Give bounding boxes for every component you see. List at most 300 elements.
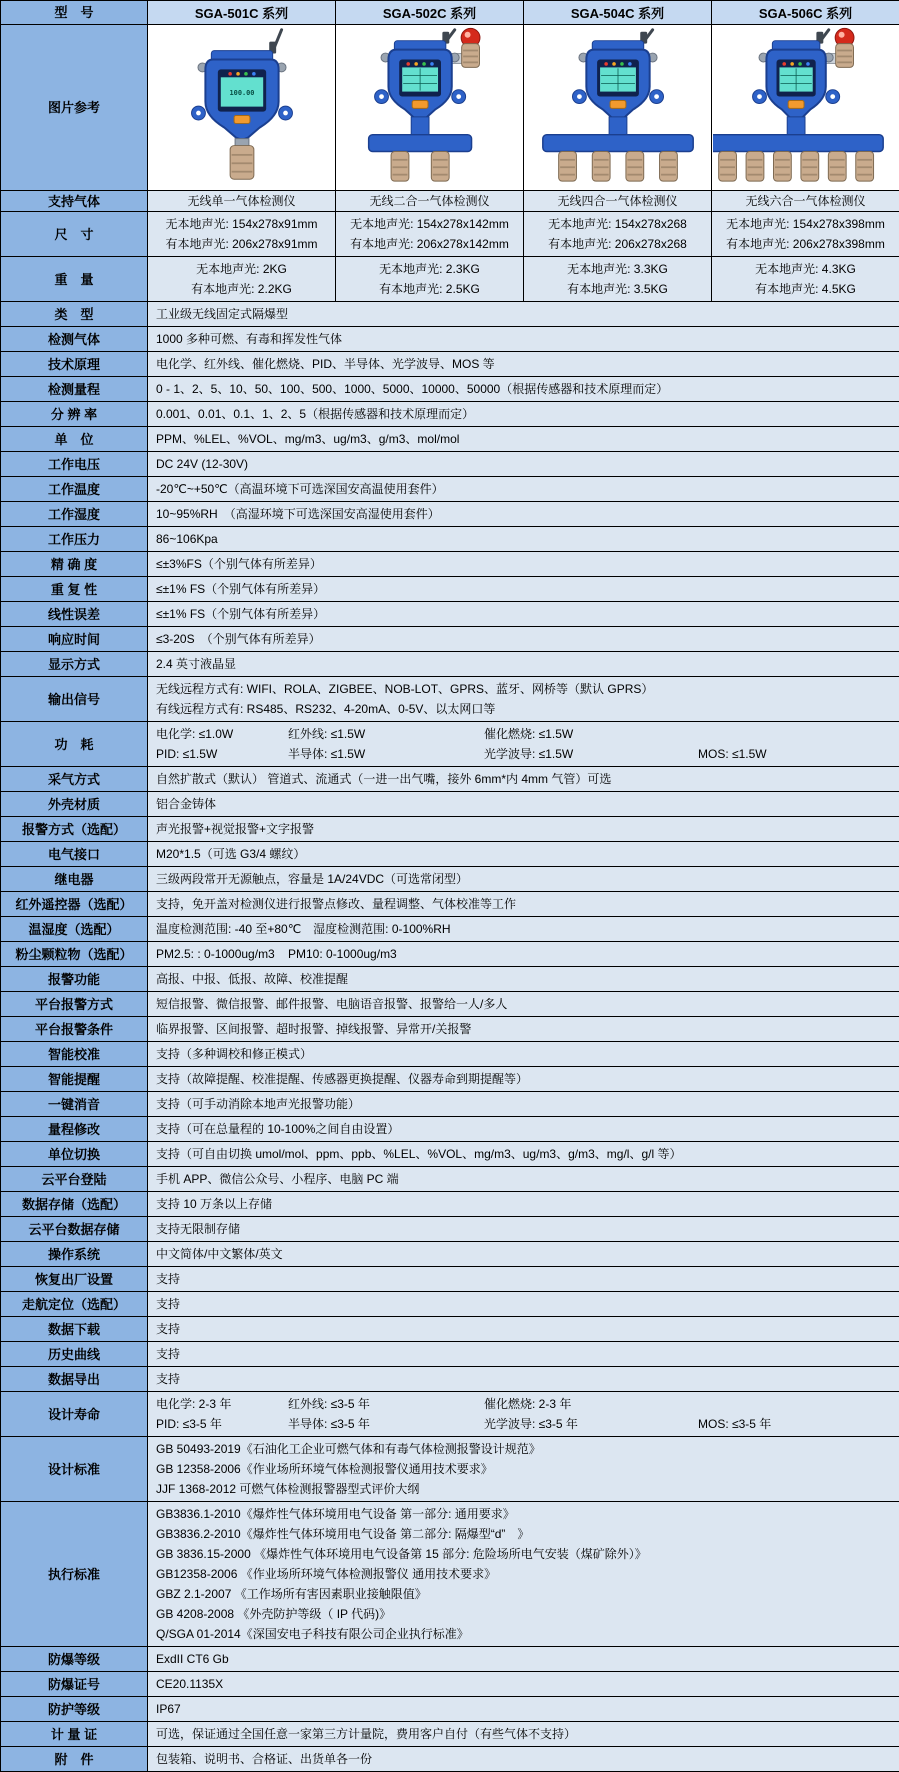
spec-value-line bbox=[156, 994, 891, 1014]
supported-gas-value: 无线二合一气体检测仪 bbox=[336, 191, 524, 212]
spec-value bbox=[148, 1342, 899, 1367]
spec-value bbox=[148, 1192, 899, 1217]
spec-value bbox=[148, 352, 899, 377]
spec-row bbox=[1, 1317, 899, 1342]
spec-value-line bbox=[156, 329, 891, 349]
size-line: 无本地声光: 154x278x91mm bbox=[150, 214, 333, 234]
spec-row bbox=[1, 1017, 899, 1042]
spec-value-segment: 支持 bbox=[156, 1297, 180, 1312]
spec-value bbox=[148, 477, 899, 502]
spec-row bbox=[1, 1292, 899, 1317]
size-line: 无本地声光: 154x278x268 bbox=[526, 214, 709, 234]
spec-label: 数据下载 bbox=[1, 1317, 148, 1342]
spec-value-line bbox=[156, 919, 891, 939]
spec-label: 采气方式 bbox=[1, 767, 148, 792]
spec-value bbox=[148, 1317, 899, 1342]
spec-value bbox=[148, 302, 899, 327]
spec-label: 工作温度 bbox=[1, 477, 148, 502]
size-line: 无本地声光: 154x278x398mm bbox=[714, 214, 897, 234]
weight-value bbox=[524, 257, 712, 302]
spec-value bbox=[148, 677, 899, 722]
spec-value-segment: MOS: ≤1.5W bbox=[698, 747, 767, 762]
spec-row bbox=[1, 477, 899, 502]
spec-value bbox=[148, 792, 899, 817]
spec-value bbox=[148, 842, 899, 867]
spec-value-segment: 半导体: ≤1.5W bbox=[288, 747, 484, 762]
spec-value bbox=[148, 627, 899, 652]
spec-label: 工作湿度 bbox=[1, 502, 148, 527]
svg-text:100.00: 100.00 bbox=[229, 89, 254, 97]
image-row-label: 图片参考 bbox=[1, 25, 148, 191]
spec-label: 数据导出 bbox=[1, 1367, 148, 1392]
spec-row bbox=[1, 1367, 899, 1392]
spec-value bbox=[148, 867, 899, 892]
spec-row bbox=[1, 502, 899, 527]
spec-value-segment: ≤±3%FS（个别气体有所差异） bbox=[156, 557, 322, 572]
spec-value-line bbox=[156, 304, 891, 324]
spec-value-line bbox=[156, 1459, 891, 1479]
spec-value-segment: PPM、%LEL、%VOL、mg/m3、ug/m3、g/m3、mol/mol bbox=[156, 432, 459, 447]
spec-value-line bbox=[156, 1674, 891, 1694]
spec-value-segment: 手机 APP、微信公众号、小程序、电脑 PC 端 bbox=[156, 1172, 399, 1187]
spec-value bbox=[148, 1167, 899, 1192]
supported-gas-value: 无线四合一气体检测仪 bbox=[524, 191, 712, 212]
spec-value-segment: -20℃~+50℃（高温环境下可选深国安高温使用套件） bbox=[156, 482, 444, 497]
spec-row bbox=[1, 1192, 899, 1217]
spec-value-segment: IP67 bbox=[156, 1702, 181, 1717]
spec-value bbox=[148, 1042, 899, 1067]
spec-row bbox=[1, 942, 899, 967]
spec-label: 输出信号 bbox=[1, 677, 148, 722]
spec-value-line bbox=[156, 579, 891, 599]
spec-row bbox=[1, 1242, 899, 1267]
spec-value-line bbox=[156, 1094, 891, 1114]
weight-label: 重 量 bbox=[1, 257, 148, 302]
size-value bbox=[712, 212, 899, 257]
spec-label: 响应时间 bbox=[1, 627, 148, 652]
spec-row bbox=[1, 627, 899, 652]
spec-value bbox=[148, 652, 899, 677]
spec-value-line bbox=[156, 769, 891, 789]
spec-value bbox=[148, 402, 899, 427]
spec-label: 技术原理 bbox=[1, 352, 148, 377]
spec-value-line bbox=[156, 554, 891, 574]
spec-label: 显示方式 bbox=[1, 652, 148, 677]
spec-value-segment: 半导体: ≤3-5 年 bbox=[288, 1417, 484, 1432]
product-image-sga506c bbox=[713, 25, 899, 185]
spec-value-segment: 支持 bbox=[156, 1322, 180, 1337]
spec-value-line bbox=[156, 454, 891, 474]
product-image-sga504c bbox=[525, 25, 711, 185]
spec-label: 温湿度（选配） bbox=[1, 917, 148, 942]
spec-value-line bbox=[156, 479, 891, 499]
spec-value-line bbox=[156, 744, 891, 764]
spec-label: 检测量程 bbox=[1, 377, 148, 402]
spec-value-segment: 自然扩散式（默认） 管道式、流通式（一进一出气嘴，接外 6mm*内 4mm 气管）可选 bbox=[156, 772, 611, 787]
spec-row bbox=[1, 792, 899, 817]
spec-value-segment: 光学波导: ≤1.5W bbox=[484, 747, 698, 762]
spec-value-segment: GB 4208-2008 《外壳防护等级（ IP 代码)》 bbox=[156, 1607, 391, 1622]
spec-value-line bbox=[156, 1119, 891, 1139]
spec-value-segment: 催化燃烧: 2-3 年 bbox=[484, 1397, 571, 1412]
spec-value-line bbox=[156, 869, 891, 889]
spec-value-line bbox=[156, 1069, 891, 1089]
spec-value-line bbox=[156, 894, 891, 914]
spec-label: 重 复 性 bbox=[1, 577, 148, 602]
spec-value-line bbox=[156, 629, 891, 649]
spec-value bbox=[148, 942, 899, 967]
spec-value-segment: 支持（多种调校和修正模式） bbox=[156, 1047, 312, 1062]
spec-value-segment: JJF 1368-2012 可燃气体检测报警器型式评价大纲 bbox=[156, 1482, 419, 1497]
spec-label: 继电器 bbox=[1, 867, 148, 892]
product-image-cell-502c bbox=[336, 25, 524, 191]
spec-label: 线性误差 bbox=[1, 602, 148, 627]
spec-value-line bbox=[156, 654, 891, 674]
spec-value-line bbox=[156, 1319, 891, 1339]
spec-value-line bbox=[156, 819, 891, 839]
spec-value bbox=[148, 817, 899, 842]
spec-value-segment: GB 12358-2006《作业场所环境气体检测报警仪通用技术要求》 bbox=[156, 1462, 493, 1477]
size-line: 有本地声光: 206x278x91mm bbox=[150, 234, 333, 254]
spec-value-segment: GB3836.1-2010《爆炸性气体环境用电气设备 第一部分: 通用要求》 bbox=[156, 1507, 515, 1522]
spec-value bbox=[148, 1502, 899, 1647]
spec-value-line bbox=[156, 379, 891, 399]
supported-gas-row bbox=[1, 191, 899, 212]
spec-value bbox=[148, 602, 899, 627]
spec-row bbox=[1, 377, 899, 402]
spec-row bbox=[1, 527, 899, 552]
spec-value-segment: DC 24V (12-30V) bbox=[156, 457, 248, 472]
spec-value bbox=[148, 1647, 899, 1672]
spec-value-segment: 支持（可自由切换 umol/mol、ppm、ppb、%LEL、%VOL、mg/m3、ug/m3、g/m3、mg/l、g/l 等） bbox=[156, 1147, 681, 1162]
spec-value-segment: 0.001、0.01、0.1、1、2、5（根据传感器和技术原理而定） bbox=[156, 407, 474, 422]
spec-value bbox=[148, 1292, 899, 1317]
size-value bbox=[336, 212, 524, 257]
spec-value-segment: M20*1.5（可选 G3/4 螺纹） bbox=[156, 847, 305, 862]
spec-row bbox=[1, 842, 899, 867]
spec-row bbox=[1, 302, 899, 327]
spec-value-line bbox=[156, 1294, 891, 1314]
spec-row bbox=[1, 1502, 899, 1647]
spec-label: 数据存储（选配） bbox=[1, 1192, 148, 1217]
spec-value-segment: PID: ≤1.5W bbox=[156, 747, 288, 762]
weight-row bbox=[1, 257, 899, 302]
spec-value-segment: PID: ≤3-5 年 bbox=[156, 1417, 288, 1432]
spec-value-line bbox=[156, 1544, 891, 1564]
product-image-cell-501c bbox=[148, 25, 336, 191]
spec-value-line bbox=[156, 1044, 891, 1064]
spec-value-segment: 支持，免开盖对检测仪进行报警点修改、量程调整、气体校准等工作 bbox=[156, 897, 516, 912]
spec-value-line bbox=[156, 1649, 891, 1669]
spec-value bbox=[148, 1217, 899, 1242]
spec-value-segment: GBZ 2.1-2007 《工作场所有害因素职业接触限值》 bbox=[156, 1587, 427, 1602]
spec-value-line bbox=[156, 1724, 891, 1744]
spec-value-segment: 高报、中报、低报、故障、校准提醒 bbox=[156, 972, 348, 987]
spec-value-line bbox=[156, 1414, 891, 1434]
size-value bbox=[148, 212, 336, 257]
spec-label: 分 辨 率 bbox=[1, 402, 148, 427]
size-line: 有本地声光: 206x278x398mm bbox=[714, 234, 897, 254]
spec-value bbox=[148, 1017, 899, 1042]
spec-value-segment: 三级两段常开无源触点，容量是 1A/24VDC（可选常闭型） bbox=[156, 872, 468, 887]
model-header-sga501c: SGA-501C 系列 bbox=[148, 1, 336, 25]
spec-value-segment: GB 3836.15-2000 《爆炸性气体环境用电气设备第 15 部分: 危险场所电气安装（煤矿除外）》 bbox=[156, 1547, 647, 1562]
spec-value-line bbox=[156, 944, 891, 964]
spec-value-line bbox=[156, 1699, 891, 1719]
model-header-label: 型 号 bbox=[1, 1, 148, 25]
weight-line: 无本地声光: 3.3KG bbox=[526, 259, 709, 279]
spec-label: 精 确 度 bbox=[1, 552, 148, 577]
spec-value-segment: 铝合金铸体 bbox=[156, 797, 216, 812]
spec-value bbox=[148, 452, 899, 477]
weight-line: 有本地声光: 2.5KG bbox=[338, 279, 521, 299]
spec-value-segment: 0 - 1、2、5、10、50、100、500、1000、5000、10000、50000（根据传感器和技术原理而定） bbox=[156, 382, 668, 397]
spec-value bbox=[148, 967, 899, 992]
spec-label: 单 位 bbox=[1, 427, 148, 452]
spec-label: 单位切换 bbox=[1, 1142, 148, 1167]
spec-value-segment: 支持（故障提醒、校准提醒、传感器更换提醒、仪器寿命到期提醒等） bbox=[156, 1072, 528, 1087]
spec-value bbox=[148, 1672, 899, 1697]
spec-label: 设计标准 bbox=[1, 1437, 148, 1502]
spec-value-segment: PM10: 0-1000ug/m3 bbox=[288, 947, 397, 962]
weight-value bbox=[148, 257, 336, 302]
spec-row bbox=[1, 1437, 899, 1502]
supported-gas-label: 支持气体 bbox=[1, 191, 148, 212]
size-line: 无本地声光: 154x278x142mm bbox=[338, 214, 521, 234]
spec-label: 防爆等级 bbox=[1, 1647, 148, 1672]
image-row bbox=[1, 25, 899, 191]
spec-label: 粉尘颗粒物（选配） bbox=[1, 942, 148, 967]
spec-label: 恢复出厂设置 bbox=[1, 1267, 148, 1292]
spec-row bbox=[1, 602, 899, 627]
spec-row bbox=[1, 1722, 899, 1747]
spec-value bbox=[148, 577, 899, 602]
spec-value bbox=[148, 527, 899, 552]
spec-row bbox=[1, 677, 899, 722]
spec-value-segment: 中文简体/中文繁体/英文 bbox=[156, 1247, 283, 1262]
spec-row bbox=[1, 1117, 899, 1142]
spec-value-line bbox=[156, 1564, 891, 1584]
spec-value-line bbox=[156, 679, 891, 699]
spec-row bbox=[1, 1142, 899, 1167]
spec-value-segment: 声光报警+视觉报警+文字报警 bbox=[156, 822, 314, 837]
spec-label: 功 耗 bbox=[1, 722, 148, 767]
spec-value bbox=[148, 502, 899, 527]
product-image-sga501c bbox=[149, 25, 335, 185]
spec-label: 报警方式（选配） bbox=[1, 817, 148, 842]
spec-value-segment: GB12358-2006 《作业场所环境气体检测报警仪 通用技术要求》 bbox=[156, 1567, 496, 1582]
size-row bbox=[1, 212, 899, 257]
spec-value bbox=[148, 1092, 899, 1117]
spec-value-segment: 2.4 英寸液晶显 bbox=[156, 657, 236, 672]
spec-value-line bbox=[156, 699, 891, 719]
spec-value bbox=[148, 327, 899, 352]
model-header-sga502c: SGA-502C 系列 bbox=[336, 1, 524, 25]
spec-label: 云平台数据存储 bbox=[1, 1217, 148, 1242]
spec-row bbox=[1, 327, 899, 352]
spec-value-segment: 电化学: 2-3 年 bbox=[156, 1397, 288, 1412]
spec-label: 检测气体 bbox=[1, 327, 148, 352]
spec-value-line bbox=[156, 969, 891, 989]
spec-value-line bbox=[156, 844, 891, 864]
size-line: 有本地声光: 206x278x142mm bbox=[338, 234, 521, 254]
spec-label: 走航定位（选配） bbox=[1, 1292, 148, 1317]
weight-line: 有本地声光: 4.5KG bbox=[714, 279, 897, 299]
spec-value-segment: 催化燃烧: ≤1.5W bbox=[484, 727, 573, 742]
product-image-cell-506c bbox=[712, 25, 899, 191]
spec-value-line bbox=[156, 1479, 891, 1499]
spec-row bbox=[1, 427, 899, 452]
spec-value-segment: 工业级无线固定式隔爆型 bbox=[156, 307, 288, 322]
weight-line: 无本地声光: 2.3KG bbox=[338, 259, 521, 279]
spec-value bbox=[148, 1367, 899, 1392]
spec-value-segment: 支持无限制存储 bbox=[156, 1222, 240, 1237]
spec-value-segment: 支持 bbox=[156, 1272, 180, 1287]
spec-row bbox=[1, 1042, 899, 1067]
spec-value-segment: 支持 bbox=[156, 1372, 180, 1387]
spec-value-segment: 电化学、红外线、催化燃烧、PID、半导体、光学波导、MOS 等 bbox=[156, 357, 495, 372]
spec-value-line bbox=[156, 1369, 891, 1389]
model-header-row bbox=[1, 1, 899, 25]
spec-value bbox=[148, 377, 899, 402]
spec-row bbox=[1, 867, 899, 892]
spec-label: 报警功能 bbox=[1, 967, 148, 992]
spec-row bbox=[1, 1392, 899, 1437]
spec-value-line bbox=[156, 1169, 891, 1189]
spec-value-line bbox=[156, 1524, 891, 1544]
spec-label: 附 件 bbox=[1, 1747, 148, 1772]
spec-row bbox=[1, 652, 899, 677]
spec-label: 防爆证号 bbox=[1, 1672, 148, 1697]
spec-row bbox=[1, 992, 899, 1017]
spec-label: 红外遥控器（选配） bbox=[1, 892, 148, 917]
spec-label: 类 型 bbox=[1, 302, 148, 327]
spec-value-line bbox=[156, 1269, 891, 1289]
spec-value-segment: 86~106Kpa bbox=[156, 532, 218, 547]
spec-value-segment: 光学波导: ≤3-5 年 bbox=[484, 1417, 698, 1432]
spec-row bbox=[1, 1747, 899, 1772]
spec-label: 智能校准 bbox=[1, 1042, 148, 1067]
spec-value-line bbox=[156, 1194, 891, 1214]
spec-value-line bbox=[156, 1439, 891, 1459]
spec-label: 平台报警方式 bbox=[1, 992, 148, 1017]
spec-value-segment: 支持（可在总量程的 10-100%之间自由设置） bbox=[156, 1122, 399, 1137]
spec-row bbox=[1, 352, 899, 377]
spec-value-line bbox=[156, 1219, 891, 1239]
spec-row bbox=[1, 1672, 899, 1697]
spec-value-segment: 无线远程方式有: WIFI、ROLA、ZIGBEE、NOB-LOT、GPRS、蓝牙、网桥等（默认 GPRS） bbox=[156, 682, 653, 697]
spec-value-segment: 短信报警、微信报警、邮件报警、电脑语音报警、报警给一人/多人 bbox=[156, 997, 507, 1012]
spec-value-segment: MOS: ≤3-5 年 bbox=[698, 1417, 771, 1432]
spec-value-line bbox=[156, 354, 891, 374]
spec-value-segment: ExdII CT6 Gb bbox=[156, 1652, 229, 1667]
spec-value-line bbox=[156, 1019, 891, 1039]
spec-row bbox=[1, 1067, 899, 1092]
spec-value-segment: 有线远程方式有: RS485、RS232、4-20mA、0-5V、以太网口等 bbox=[156, 702, 495, 717]
spec-value bbox=[148, 892, 899, 917]
spec-value bbox=[148, 722, 899, 767]
spec-value-segment: ≤±1% FS（个别气体有所差异） bbox=[156, 607, 325, 622]
spec-value-segment: 红外线: ≤1.5W bbox=[288, 727, 484, 742]
spec-row bbox=[1, 1647, 899, 1672]
spec-label: 工作压力 bbox=[1, 527, 148, 552]
model-header-sga506c: SGA-506C 系列 bbox=[712, 1, 899, 25]
spec-value bbox=[148, 1722, 899, 1747]
spec-value-line bbox=[156, 1504, 891, 1524]
spec-value-segment: 支持（可手动消除本地声光报警功能） bbox=[156, 1097, 360, 1112]
spec-value-line bbox=[156, 404, 891, 424]
product-image-sga502c bbox=[337, 25, 523, 185]
spec-value-line bbox=[156, 604, 891, 624]
spec-value bbox=[148, 552, 899, 577]
spec-row bbox=[1, 1092, 899, 1117]
spec-label: 平台报警条件 bbox=[1, 1017, 148, 1042]
spec-label: 一键消音 bbox=[1, 1092, 148, 1117]
spec-value-segment: 温度检测范围: -40 至+80℃ 湿度检测范围: 0-100%RH bbox=[156, 922, 451, 937]
spec-row bbox=[1, 1267, 899, 1292]
spec-value-line bbox=[156, 1344, 891, 1364]
spec-row bbox=[1, 892, 899, 917]
weight-line: 有本地声光: 2.2KG bbox=[150, 279, 333, 299]
spec-value bbox=[148, 1142, 899, 1167]
spec-value bbox=[148, 1117, 899, 1142]
spec-value-line bbox=[156, 529, 891, 549]
spec-value-segment: Q/SGA 01-2014《深国安电子科技有限公司企业执行标准》 bbox=[156, 1627, 469, 1642]
spec-value-line bbox=[156, 1584, 891, 1604]
spec-label: 工作电压 bbox=[1, 452, 148, 477]
spec-row bbox=[1, 767, 899, 792]
spec-value-segment: 支持 bbox=[156, 1347, 180, 1362]
weight-line: 无本地声光: 4.3KG bbox=[714, 259, 897, 279]
size-value bbox=[524, 212, 712, 257]
spec-value-line bbox=[156, 1604, 891, 1624]
spec-value bbox=[148, 1437, 899, 1502]
spec-value-segment: 临界报警、区间报警、超时报警、掉线报警、异常开/关报警 bbox=[156, 1022, 471, 1037]
spec-value-line bbox=[156, 504, 891, 524]
spec-value-segment: GB3836.2-2010《爆炸性气体环境用电气设备 第二部分: 隔爆型“d” 》 bbox=[156, 1527, 529, 1542]
product-image-cell-504c bbox=[524, 25, 712, 191]
spec-value-line bbox=[156, 794, 891, 814]
spec-label: 云平台登陆 bbox=[1, 1167, 148, 1192]
size-line: 有本地声光: 206x278x268 bbox=[526, 234, 709, 254]
spec-label: 电气接口 bbox=[1, 842, 148, 867]
spec-value-segment: 1000 多种可燃、有毒和挥发性气体 bbox=[156, 332, 342, 347]
spec-value bbox=[148, 917, 899, 942]
spec-row bbox=[1, 817, 899, 842]
spec-value-segment: 包装箱、说明书、合格证、出货单各一份 bbox=[156, 1752, 372, 1767]
spec-value bbox=[148, 427, 899, 452]
spec-row bbox=[1, 452, 899, 477]
spec-label: 计 量 证 bbox=[1, 1722, 148, 1747]
spec-value-line bbox=[156, 724, 891, 744]
spec-label: 外壳材质 bbox=[1, 792, 148, 817]
spec-row bbox=[1, 967, 899, 992]
spec-value-segment: ≤±1% FS（个别气体有所差异） bbox=[156, 582, 325, 597]
spec-value-line bbox=[156, 429, 891, 449]
spec-label: 量程修改 bbox=[1, 1117, 148, 1142]
spec-row bbox=[1, 917, 899, 942]
spec-value-segment: ≤3-20S （个别气体有所差异） bbox=[156, 632, 321, 647]
size-label: 尺 寸 bbox=[1, 212, 148, 257]
spec-row bbox=[1, 1217, 899, 1242]
spec-value bbox=[148, 1067, 899, 1092]
spec-row bbox=[1, 1342, 899, 1367]
spec-value-segment: GB 50493-2019《石油化工企业可燃气体和有毒气体检测报警设计规范》 bbox=[156, 1442, 541, 1457]
weight-line: 无本地声光: 2KG bbox=[150, 259, 333, 279]
supported-gas-value: 无线单一气体检测仪 bbox=[148, 191, 336, 212]
spec-value bbox=[148, 1747, 899, 1772]
spec-label: 防护等级 bbox=[1, 1697, 148, 1722]
